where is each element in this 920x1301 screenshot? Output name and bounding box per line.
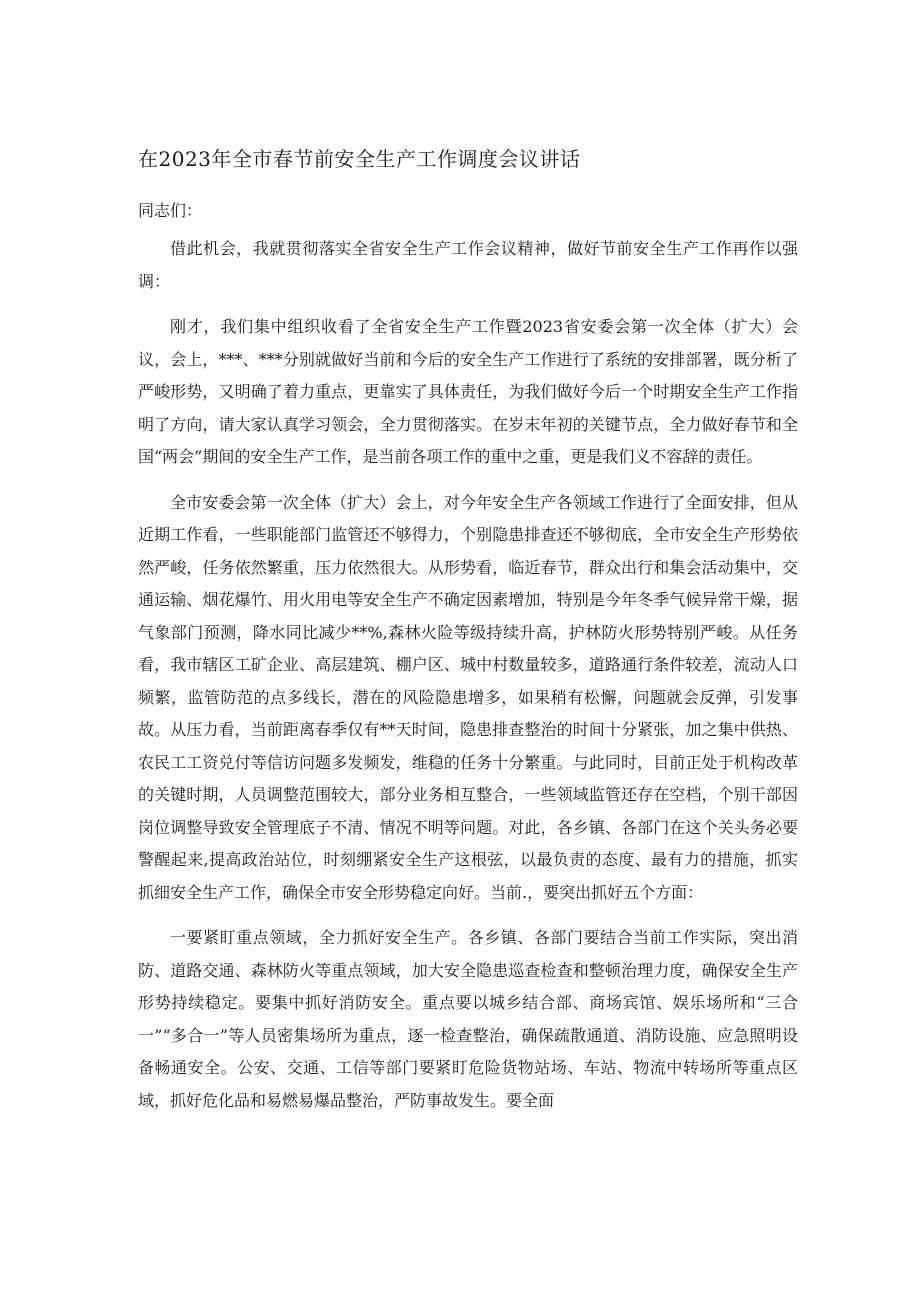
document-body <box>138 233 798 1130</box>
paragraph-3: 全市安委会第一次全体（扩大）会上，对今年安全生产各领域工作进行了全面安排，但从近期工作看，一些职能部门监管还不够得力，个别隐患排查还不够彻底，全市安全生产形势依然严峻，任务依然繁重，压力依然很大。从形势看，临近春节，群众出行和集会活动集中，交通运输、烟花爆竹、用火用电等安全生产不确定因素增加，特别是今年冬季气候异常干燥，据气象部门预测，降水同比减少**%,森林火险等级持续升高，护林防火形势特别严峻。从任务看，我市辖区工矿企业、高层建筑、棚户区、城中村数量较多，道路通行条件较差，流动人口频繁，监管防范的点多线长，潜在的风险隐患增多，如果稍有松懈，问题就会反弹，引发事故。从压力看，当前距离春季仅有**天时间，隐患排查整治的时间十分紧张，加之集中供热、农民工工资兑付等信访问题多发频发，维稳的任务十分繁重。与此同时，目前正处于机构改革的关键时期，人员调整范围较大，部分业务相互整合，一些领域监管还存在空档，个别干部因岗位调整导致安全管理底子不清、情况不明等问题。对此，各乡镇、各部门在这个关头务必要警醒起来,提高政治站位，时刻绷紧安全生产这根弦，以最负责的态度、最有力的措施，抓实抓细安全生产工作，确保全市安全形势稳定向好。当前.，要突出抓好五个方面： <box>138 492 798 902</box>
salutation: 同志们： <box>138 201 203 220</box>
paragraph-4: 一要紧盯重点领域，全力抓好安全生产。各乡镇、各部门要结合当前工作实际，突出消防、道路交通、森林防火等重点领域，加大安全隐患巡查检查和整顿治理力度，确保安全生产形势持续稳定。要集中抓好消防安全。重点要以城乡结合部、商场宾馆、娱乐场所和“三合一”“多合一”等人员密集场所为重点，逐一检查整治，确保疏散通道、消防设施、应急照明设备畅通安全。公安、交通、工信等部门要紧盯危险货物站场、车站、物流中转场所等重点区域，抓好危化品和易燃易爆品整治，严防事故发生。要全面 <box>138 928 798 1110</box>
document-title: 在2023年全市春节前安全生产工作调度会议讲话 <box>138 147 581 171</box>
paragraph-2: 刚才，我们集中组织收看了全省安全生产工作暨2023省安委会第一次全体（扩大）会议，会上，***、***分别就做好当前和今后的安全生产工作进行了系统的安排部署，既分析了严峻形势，又明确了着力重点，更靠实了具体责任，为我们做好今后一个时期安全生产工作指明了方向，请大家认真学习领会，全力贯彻落实。在岁末年初的关键节点，全力做好春节和全国“两会”期间的安全生产工作，是当前各项工作的重中之重，更是我们义不容辞的责任。 <box>138 317 798 466</box>
paragraph-1: 借此机会，我就贯彻落实全省安全生产工作会议精神，做好节前安全生产工作再作以强调： <box>138 239 798 291</box>
